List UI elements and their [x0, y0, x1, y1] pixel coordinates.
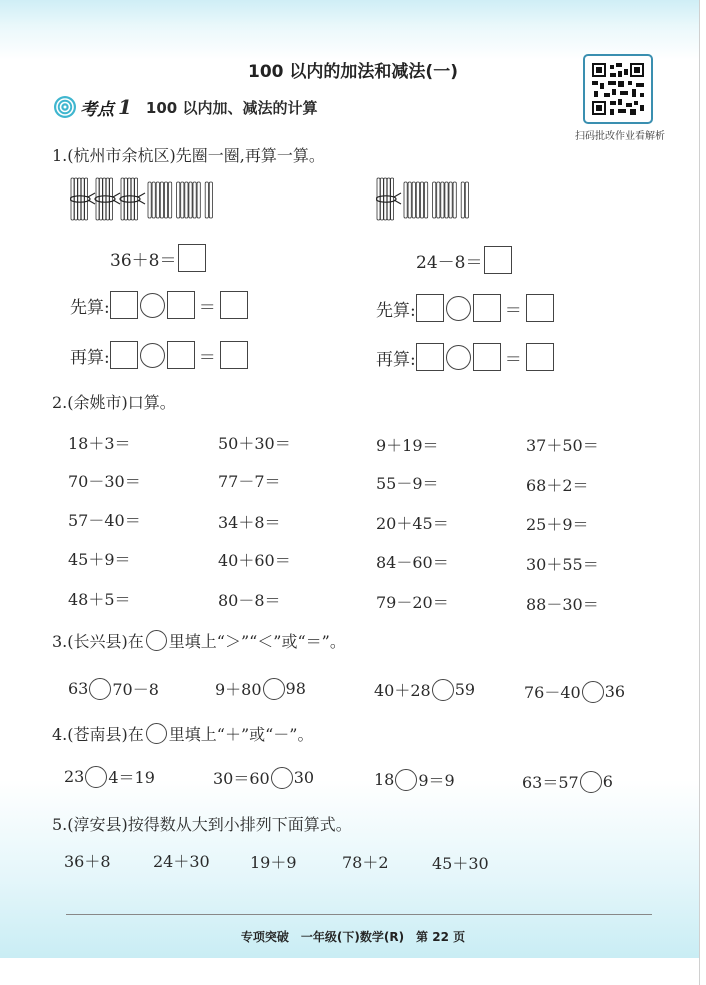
- equals-sign: ＝: [198, 297, 216, 318]
- loose-stick: [205, 182, 208, 218]
- calc-item: 77－7＝: [218, 472, 281, 491]
- circle-symbol: [146, 723, 167, 744]
- q3-item-right: 36: [604, 682, 626, 701]
- calc-item: 30＋55＝: [526, 555, 599, 574]
- loose-stick: [412, 182, 415, 218]
- qr-code[interactable]: [583, 54, 653, 124]
- q3-item-left: 76－40: [524, 683, 581, 702]
- q3-item-right: 70－8: [112, 680, 159, 699]
- q3-prompt-end: 里填上“＞”“＜”或“＝”。: [168, 632, 346, 651]
- qr-caption: 扫码批改作业看解析: [575, 131, 665, 142]
- loose-stick: [197, 182, 200, 218]
- q4-item-right: 4＝19: [108, 768, 155, 787]
- calc-item: 79－20＝: [376, 593, 449, 612]
- q5-prompt: 5.(淳安县)按得数从大到小排列下面算式。: [52, 815, 352, 834]
- qr-code-icon: [590, 61, 646, 117]
- loose-stick: [189, 182, 192, 218]
- loose-stick: [461, 182, 464, 218]
- q4-item-right: 30: [293, 768, 315, 787]
- sort-expression: 24＋30: [153, 852, 210, 871]
- loose-stick: [449, 182, 452, 218]
- calc-item: 55－9＝: [376, 474, 439, 493]
- footer-divider: [66, 914, 652, 915]
- q2-prompt: 2.(余姚市)口算。: [52, 393, 176, 412]
- loose-stick: [152, 182, 155, 218]
- section-number: 1: [118, 95, 132, 119]
- q4-prompt-end: 里填上“＋”或“－”。: [168, 725, 314, 744]
- section-label: 考点: [80, 99, 114, 120]
- loose-stick: [177, 182, 180, 218]
- calc-item: 80－8＝: [218, 591, 281, 610]
- stick-bundles-left: [70, 175, 270, 225]
- q1-left-equation-text: 36＋8＝: [110, 250, 177, 271]
- answer-circle[interactable]: [580, 771, 602, 793]
- calc-item: 50＋30＝: [218, 434, 291, 453]
- sort-expression: 45＋30: [432, 854, 489, 873]
- answer-circle[interactable]: [432, 679, 454, 701]
- q4-prompt: [52, 722, 314, 745]
- calc-item: 18＋3＝: [68, 434, 131, 453]
- answer-box[interactable]: [220, 291, 248, 319]
- q4-item-left: 30＝60: [213, 769, 270, 788]
- loose-stick: [193, 182, 196, 218]
- q1-left-equation: [110, 244, 206, 272]
- loose-stick: [164, 182, 167, 218]
- loose-stick: [445, 182, 448, 218]
- calc-item: 70－30＝: [68, 472, 141, 491]
- swirl-icon: [52, 94, 78, 120]
- stick-bundles-right: [376, 175, 546, 225]
- q4-item-left: 18: [374, 770, 395, 789]
- section-heading: [52, 93, 317, 121]
- section-topic: 100 以内加、减法的计算: [145, 98, 318, 117]
- q3-compare-item: [68, 677, 159, 700]
- loose-stick: [437, 182, 440, 218]
- q4-prompt-start: 4.(苍南县)在: [52, 725, 144, 744]
- q4-item-left: 63＝57: [522, 773, 579, 792]
- then-step-label: 再算:: [376, 349, 416, 370]
- stick-bundle: [120, 178, 145, 220]
- calc-item: 68＋2＝: [526, 476, 589, 495]
- q4-operator-item: [374, 768, 455, 791]
- loose-stick: [453, 182, 456, 218]
- answer-box[interactable]: [178, 244, 206, 272]
- q1-right-then-step: [376, 343, 554, 371]
- q3-item-right: 59: [454, 680, 476, 699]
- circle-symbol: [146, 630, 167, 651]
- loose-stick: [148, 182, 151, 218]
- equals-sign: ＝: [504, 349, 522, 370]
- answer-circle[interactable]: [263, 678, 285, 700]
- loose-stick: [441, 182, 444, 218]
- stick-bundle: [95, 178, 120, 220]
- q3-compare-item: [215, 677, 306, 700]
- operator-circle[interactable]: [140, 293, 165, 318]
- q3-item-left: 63: [68, 679, 89, 698]
- calc-item: 48＋5＝: [68, 590, 131, 609]
- answer-box[interactable]: [484, 246, 512, 274]
- loose-stick: [181, 182, 184, 218]
- loose-stick: [169, 182, 172, 218]
- number-box[interactable]: [110, 341, 138, 369]
- answer-box[interactable]: [526, 294, 554, 322]
- q3-item-left: 9＋80: [215, 680, 262, 699]
- operator-circle[interactable]: [446, 345, 471, 370]
- q1-prompt: 1.(杭州市余杭区)先圈一圈,再算一算。: [52, 146, 325, 165]
- q1-left-first-step: [70, 291, 248, 319]
- loose-stick: [425, 182, 428, 218]
- calc-item: 34＋8＝: [218, 513, 281, 532]
- q3-item-right: 98: [285, 679, 306, 698]
- loose-stick: [420, 182, 423, 218]
- stick-bundle: [376, 178, 401, 220]
- answer-circle[interactable]: [89, 678, 111, 700]
- operator-circle[interactable]: [446, 296, 471, 321]
- number-box[interactable]: [167, 291, 195, 319]
- calc-item: 45＋9＝: [68, 550, 131, 569]
- operator-circle[interactable]: [140, 343, 165, 368]
- q4-operator-item: [522, 770, 613, 793]
- equals-sign: ＝: [504, 300, 522, 321]
- calc-item: 84－60＝: [376, 553, 449, 572]
- calc-item: 88－30＝: [526, 595, 599, 614]
- number-box[interactable]: [110, 291, 138, 319]
- answer-circle[interactable]: [582, 681, 604, 703]
- answer-box[interactable]: [220, 341, 248, 369]
- q4-item-right: 9＝9: [418, 771, 455, 790]
- q1-left-then-step: [70, 341, 248, 369]
- q4-operator-item: [64, 765, 155, 788]
- stick-bundle: [70, 178, 95, 220]
- loose-stick: [404, 182, 407, 218]
- answer-circle[interactable]: [85, 766, 107, 788]
- q3-prompt-start: 3.(长兴县)在: [52, 632, 144, 651]
- loose-stick: [465, 182, 468, 218]
- calc-item: 57－40＝: [68, 511, 141, 530]
- loose-stick: [185, 182, 188, 218]
- calc-item: 20＋45＝: [376, 514, 449, 533]
- q4-operator-item: [213, 766, 314, 789]
- q1-right-first-step: [376, 294, 554, 322]
- sort-expression: 78＋2: [342, 853, 389, 872]
- loose-stick: [160, 182, 163, 218]
- page-title: 100 以内的加法和减法(一): [248, 62, 458, 82]
- then-step-label: 再算:: [70, 347, 110, 368]
- number-box[interactable]: [416, 343, 444, 371]
- scan-edge: [699, 0, 706, 985]
- loose-stick: [408, 182, 411, 218]
- calc-item: 25＋9＝: [526, 515, 589, 534]
- q4-item-left: 23: [64, 767, 85, 786]
- scan-margin: [0, 958, 706, 985]
- answer-circle[interactable]: [271, 767, 293, 789]
- number-box[interactable]: [473, 343, 501, 371]
- q3-compare-item: [374, 678, 475, 701]
- q1-right-equation-text: 24－8＝: [416, 252, 483, 273]
- sort-expression: 36＋8: [64, 852, 111, 871]
- calc-item: 37＋50＝: [526, 436, 599, 455]
- answer-box[interactable]: [526, 343, 554, 371]
- q4-item-right: 6: [602, 772, 613, 791]
- calc-item: 9＋19＝: [376, 436, 439, 455]
- loose-stick: [209, 182, 212, 218]
- number-box[interactable]: [473, 294, 501, 322]
- q1-right-equation: [416, 246, 512, 274]
- calc-item: 40＋60＝: [218, 551, 291, 570]
- first-step-label: 先算:: [70, 297, 110, 318]
- answer-circle[interactable]: [395, 769, 417, 791]
- q3-compare-item: [524, 680, 625, 703]
- q3-item-left: 40＋28: [374, 681, 431, 700]
- number-box[interactable]: [416, 294, 444, 322]
- q3-prompt: [52, 629, 346, 652]
- first-step-label: 先算:: [376, 300, 416, 321]
- sort-expression: 19＋9: [250, 853, 297, 872]
- page-footer: 专项突破 一年级(下)数学(R) 第 22 页: [240, 930, 466, 944]
- loose-stick: [416, 182, 419, 218]
- equals-sign: ＝: [198, 347, 216, 368]
- loose-stick: [433, 182, 436, 218]
- loose-stick: [156, 182, 159, 218]
- number-box[interactable]: [167, 341, 195, 369]
